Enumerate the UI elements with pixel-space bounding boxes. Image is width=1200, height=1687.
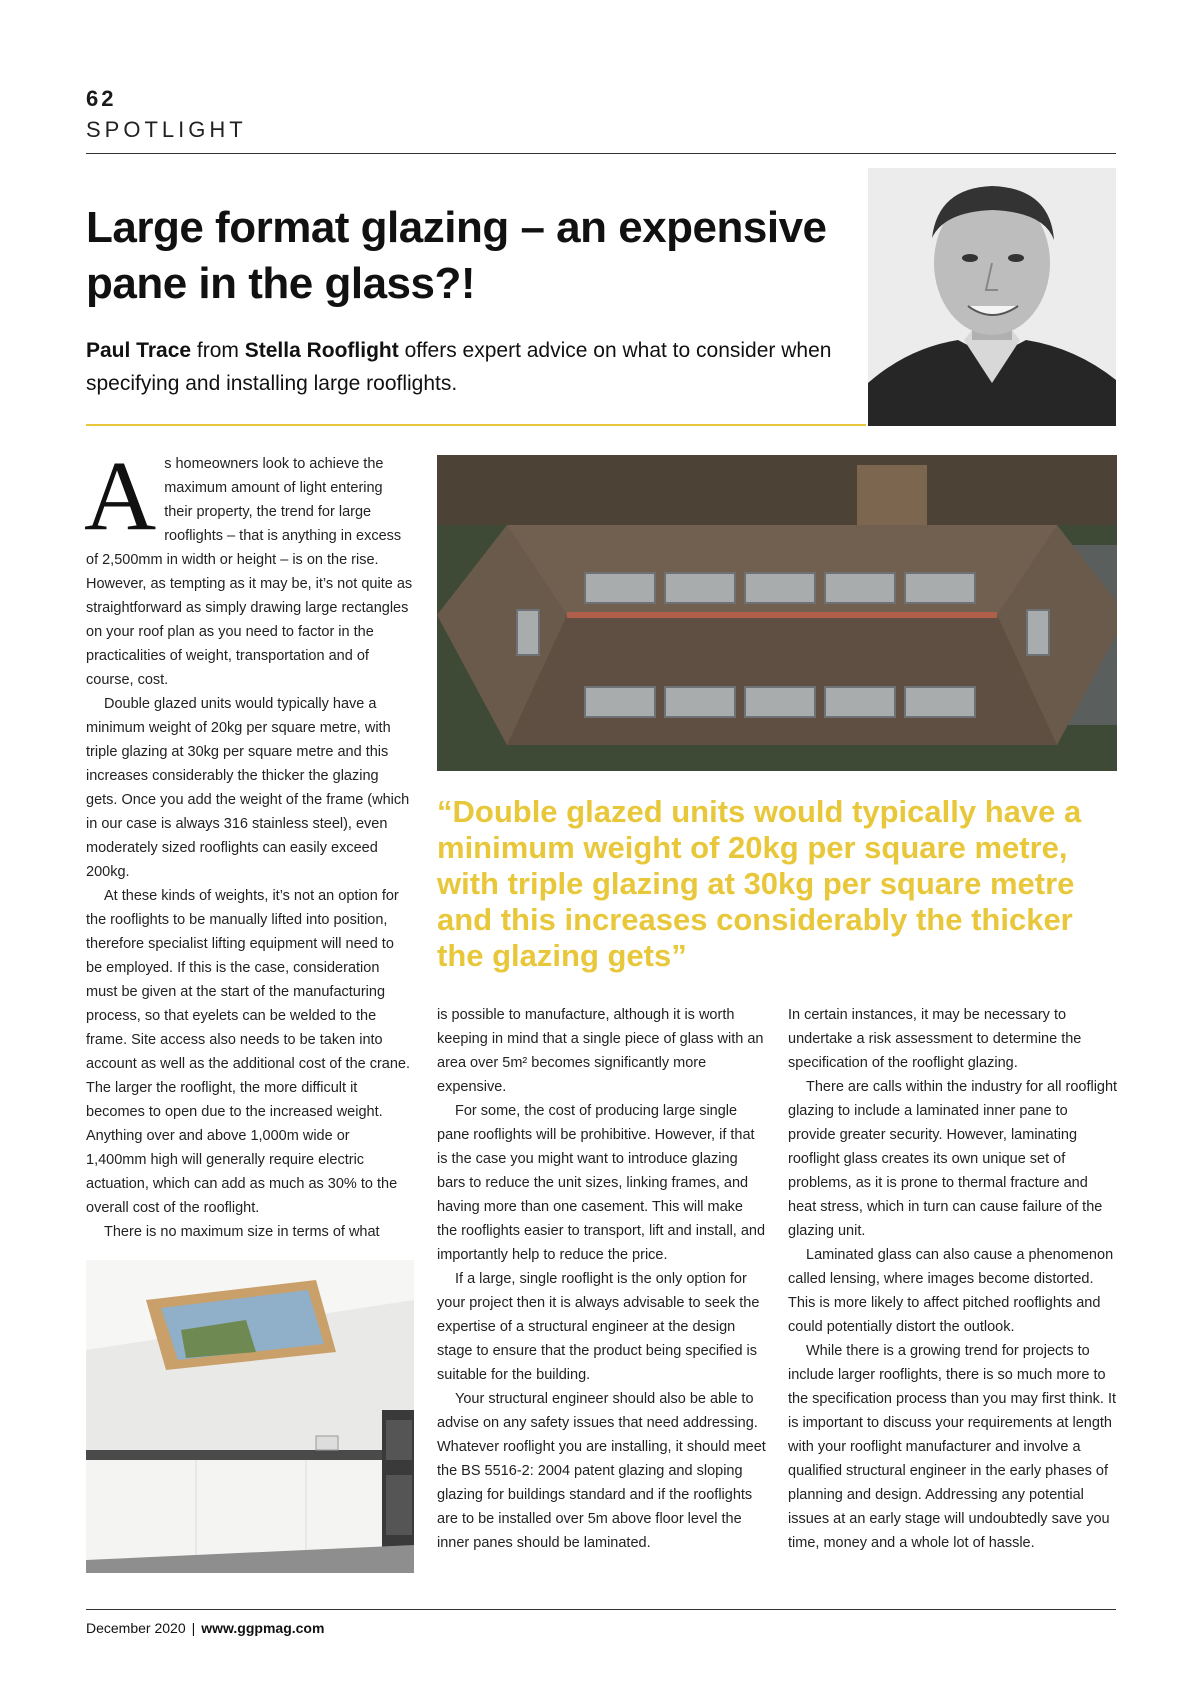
footer [86, 1620, 324, 1636]
footer-url[interactable]: www.ggpmag.com [201, 1620, 325, 1636]
body-paragraph: While there is a growing trend for projects to include larger rooflights, there is so much more to the specification process than you may first think. It is important to discuss your requirements at length with your rooflight manufacturer and involve a qualified structural engineer in the early phases of planning and design. Addressing any potential issues at an early stage will undoubtedly save you time, money and a whole lot of hassle. [788, 1343, 1117, 1551]
standfirst-text: offers expert advice on what to consider when specifying and installing large rooflights. [86, 339, 832, 395]
paragraph-text: s homeowners look to achieve the maximum amount of light entering their property, the trend for large rooflights – that is anything in excess of 2,500mm in width or height – is on the rise. However, as tempting as it may be, it’s not quite as straightforward as simply drawing large rectangles on your roof plan as you need to factor in the practicalities of weight, transportation and of course, cost. [86, 456, 413, 688]
body-column-2 [437, 1003, 767, 1555]
company-name: Stella Rooflight [244, 339, 399, 362]
standfirst-from: from [191, 339, 245, 362]
body-paragraph: For some, the cost of producing large single pane rooflights will be prohibitive. However, if that is the case you might want to introduce glazing bars to reduce the unit sizes, linking frames, and having more than one casement. This will make the rooflights easier to transport, lift and install, and importantly help to reduce the price. [437, 1103, 766, 1263]
footer-separator: | [191, 1620, 196, 1636]
body-paragraph: Laminated glass can also cause a phenomenon called lensing, where images become distorted. This is more likely to affect pitched rooflights and could potentially distort the outlook. [788, 1247, 1114, 1335]
author-name: Paul Trace [86, 339, 192, 362]
body-paragraph: There are calls within the industry for all rooflight glazing to include a laminated inner pane to provide greater security. However, laminating rooflight glass creates its own unique set of problems, as it is prone to thermal fracture and heat stress, which in turn can cause failure of the glazing unit. [788, 1079, 1118, 1239]
body-paragraph: Your structural engineer should also be able to advise on any safety issues that need addressing. Whatever rooflight you are installing, it should meet the BS 5516-2: 2004 patent glazing and sloping glazing for buildings standard and if the rooflights are to be installed over 5m above floor level the inner panes should be laminated. [437, 1391, 766, 1551]
headline: Large format glazing – an expensive pane in the glass?! [86, 203, 827, 308]
footer-date: December 2020 [86, 1620, 186, 1636]
body-paragraph: If a large, single rooflight is the only option for your project then it is always advisable to seek the expertise of a structural engineer at the design stage to ensure that the product being specified is suitable for the building. [437, 1271, 760, 1383]
body-paragraph: There is no maximum size in terms of what [104, 1224, 380, 1240]
page-number: 62 [86, 86, 117, 111]
body-paragraph: is possible to manufacture, although it is worth keeping in mind that a single piece of glass with an area over 5m² becomes significantly more expensive. [437, 1007, 764, 1095]
aerial-roof-photo [437, 455, 1117, 771]
top-rule [86, 153, 1116, 154]
body-column-3 [788, 1003, 1118, 1555]
yellow-divider [86, 424, 866, 426]
standfirst [86, 334, 846, 400]
pull-quote: “Double glazed units would typically have a minimum weight of 20kg per square metre, with triple glazing at 30kg per square metre and this increases considerably the thicker the glazing gets” [437, 794, 1082, 973]
section-label: SPOTLIGHT [86, 117, 247, 142]
body-paragraph: In certain instances, it may be necessary to undertake a risk assessment to determine the specification of the rooflight glazing. [788, 1007, 1082, 1071]
body-column-1 [84, 440, 414, 1244]
body-paragraph [84, 440, 414, 692]
body-paragraph: At these kinds of weights, it’s not an option for the rooflights to be manually lifted into position, therefore specialist lifting equipment will need to be employed. If this is the case, consideration must be given at the start of the manufacturing process, so that eyelets can be welded to the frame. Site access also needs to be taken into account as well as the additional cost of the crane. The larger the rooflight, the more difficult it becomes to open due to the increased weight. Anything over and above 1,000m wide or 1,400mm high will generally require electric actuation, which can add as much as 30% to the overall cost of the rooflight. [86, 888, 411, 1216]
bottom-rule [86, 1609, 1116, 1610]
kitchen-rooflight-photo [86, 1260, 414, 1573]
author-portrait [868, 168, 1116, 426]
drop-cap: A [84, 440, 157, 551]
body-paragraph: Double glazed units would typically have a minimum weight of 20kg per square metre, with triple glazing at 30kg per square metre and this increases considerably the thicker the glazing gets. Once you add the weight of the frame (which in our case is always 316 stainless steel), even moderately sized rooflights can easily exceed 200kg. [86, 696, 410, 880]
